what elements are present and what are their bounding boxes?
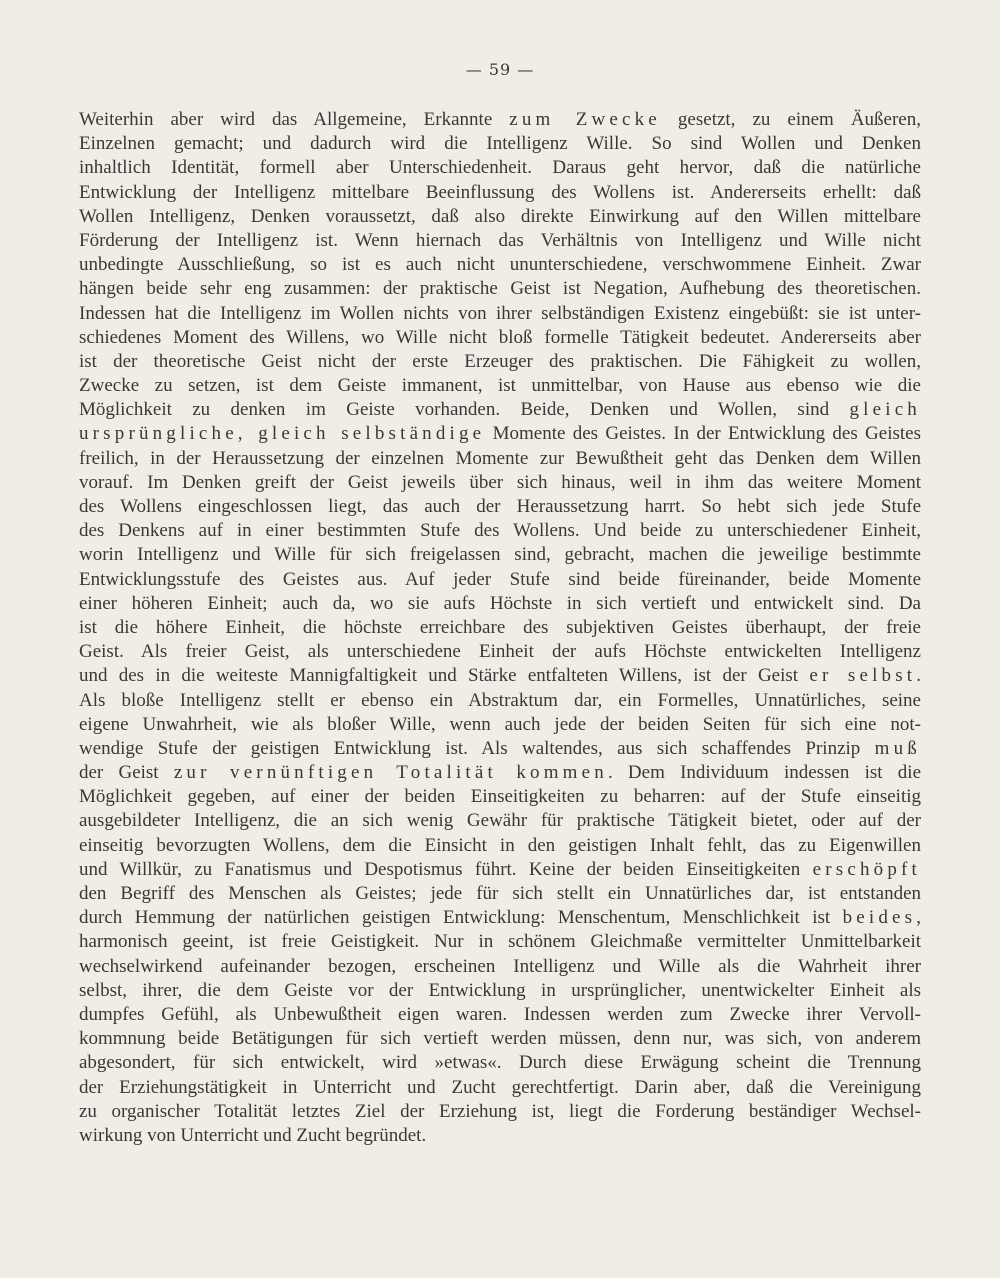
text-line [79, 108, 921, 132]
text-line [79, 761, 921, 785]
text-line [79, 302, 921, 326]
text-segment: . [916, 665, 921, 687]
text-segment: harmonisch geeint, ist freie Geistigkeit. Nur in schönem Gleichmaße vermittelter Unmittelbarkeit [79, 931, 921, 953]
text-line [79, 616, 921, 640]
text-line [79, 350, 921, 374]
text-segment: den Begriff des Menschen als Geistes; jede für sich stellt ein Unnatürliches dar, ist entstanden [79, 883, 921, 904]
text-line [79, 229, 921, 253]
text-segment: Förderung der Intelligenz ist. Wenn hiernach das Verhältnis von Intelligenz und Wille nicht [79, 229, 921, 251]
text-segment: Zwecke zu setzen, ist dem Geiste immanent, ist unmittelbar, von Hause aus ebenso wie die [79, 375, 921, 397]
text-line [79, 156, 921, 180]
text-segment: eigene Unwahrheit, wie als bloßer Wille, wenn auch jede der beiden Seiten für sich eine not- [79, 713, 921, 735]
text-segment: des Denkens auf in einer bestimmten Stufe des Wollens. Und beide zu unterschiedener Einheit, [79, 520, 921, 542]
text-line [79, 132, 921, 156]
text-segment: Als bloße Intelligenz stellt er ebenso ein Abstraktum dar, ein Formelles, Unnatürliches, seine [79, 689, 921, 711]
page-number: — 59 — [465, 60, 535, 79]
text-segment: Einzelnen gemacht; und dadurch wird die Intelligenz Wille. So sind Wollen und Denken [79, 133, 921, 155]
text-line [79, 495, 921, 519]
text-line [79, 1051, 921, 1075]
text-segment: unbedingte Ausschließung, so ist es auch nicht ununterschiedene, verschwommene Einheit. Zwar [79, 254, 921, 276]
text-line [79, 955, 921, 979]
text-segment: des Wollens eingeschlossen liegt, das auch der Heraussetzung harrt. So hebt sich jede Stufe [79, 496, 921, 517]
spaced-emphasis-text: gleich [849, 399, 921, 421]
text-line [79, 689, 921, 713]
text-segment: Möglichkeit zu denken im Geiste vorhanden. Beide, Denken und Wollen, sind [79, 399, 850, 421]
text-segment: wendige Stufe der geistigen Entwicklung ist. Als waltendes, aus sich schaffendes Prinzip [79, 737, 875, 759]
text-line [79, 1003, 921, 1027]
text-segment: ist die höhere Einheit, die höchste erreichbare des subjektiven Geistes überhaupt, der freie [79, 616, 921, 638]
text-line [79, 809, 921, 833]
text-segment: dumpfes Gefühl, als Unbewußtheit eigen waren. Indessen werden zum Zwecke ihrer Vervoll- [79, 1003, 921, 1025]
text-segment: . Dem Individuum indessen ist die [607, 762, 921, 784]
text-segment: wechselwirkend aufeinander bezogen, erscheinen Intelligenz und Wille als die Wahrheit ihrer [79, 955, 921, 977]
spaced-emphasis-text: er selbst [809, 665, 917, 687]
text-line [79, 785, 921, 809]
text-line [79, 374, 921, 398]
text-line [79, 1100, 921, 1124]
text-line [79, 930, 921, 954]
text-line [79, 882, 921, 906]
text-segment: wirkung von Unterricht und Zucht begründet. [79, 1124, 427, 1146]
text-segment: einseitig bevorzugten Wollens, dem die Einsicht in den geistigen Inhalt fehlt, das zu Eigenwillen [79, 834, 921, 856]
text-segment: Möglichkeit gegeben, auf einer der beiden Einseitigkeiten zu beharren: auf der Stufe einseitig [79, 786, 921, 808]
text-line [79, 253, 921, 277]
text-line [79, 205, 921, 229]
text-segment: Entwicklungsstufe des Geistes aus. Auf jeder Stufe sind beide füreinander, beide Momente [79, 568, 921, 590]
text-line [79, 326, 921, 350]
text-segment: Indessen hat die Intelligenz im Wollen nichts von ihrer selbständigen Existenz eingebüßt: sie ist unter- [79, 302, 921, 324]
text-segment: abgesondert, für sich entwickelt, wird »etwas«. Durch diese Erwägung scheint die Trennung [79, 1052, 921, 1074]
text-line [79, 181, 921, 205]
text-segment: selbst, ihrer, die dem Geiste vor der Entwicklung in ursprünglicher, unentwickelter Einheit als [79, 979, 921, 1001]
text-line [79, 592, 921, 616]
text-segment: worin Intelligenz und Wille für sich freigelassen sind, gebracht, machen die jeweilige bestimmte [79, 544, 921, 566]
text-segment: Momente des Geistes. In der Entwicklung des Geistes [485, 423, 921, 445]
text-line [79, 277, 921, 301]
text-segment: Entwicklung der Intelligenz mittelbare Beeinflussung des Wollens ist. Andererseits erhellt: daß [79, 181, 921, 203]
text-segment: der Geist [79, 762, 174, 784]
text-segment: einer höheren Einheit; auch da, wo sie aufs Höchste in sich vertieft und entwickelt sind. Da [79, 592, 921, 614]
text-segment: vorauf. Im Denken greift der Geist jeweils über sich hinaus, weil in ihm das weitere Moment [79, 471, 921, 493]
spaced-emphasis-text: erschöpft [812, 858, 921, 880]
text-line [79, 979, 921, 1003]
text-line [79, 398, 921, 422]
spaced-emphasis-text: beides [842, 907, 917, 929]
text-segment: Geist. Als freier Geist, als unterschiedene Einheit der aufs Höchste entwickelten Intelligenz [79, 641, 921, 663]
text-line [79, 422, 921, 446]
text-line [79, 906, 921, 930]
text-segment: gesetzt, zu einem Äußeren, [660, 109, 921, 130]
text-line [79, 519, 921, 543]
text-line [79, 1124, 921, 1148]
text-segment: , [916, 907, 921, 929]
text-line [79, 543, 921, 567]
spaced-emphasis-text: muß [874, 737, 921, 759]
text-segment: zu organischer Totalität letztes Ziel der Erziehung ist, liegt die Forderung beständiger Wechsel- [79, 1100, 921, 1122]
text-line [79, 640, 921, 664]
body-text [79, 108, 921, 1148]
text-segment: inhaltlich Identität, formell aber Unterschiedenheit. Daraus geht hervor, daß die natürliche [79, 157, 921, 179]
text-segment: kommnung beide Betätigungen für sich vertieft werden müssen, denn nur, was sich, von anderem [79, 1028, 921, 1050]
text-line [79, 737, 921, 761]
spaced-emphasis-text: ursprüngliche, gleich selbständige [79, 423, 486, 445]
text-line [79, 834, 921, 858]
text-segment: der Erziehungstätigkeit in Unterricht und Zucht gerechtfertigt. Darin aber, daß die Vereinigung [79, 1076, 921, 1098]
text-line [79, 447, 921, 471]
text-line [79, 568, 921, 592]
text-segment: Weiterhin aber wird das Allgemeine, Erkannte [79, 109, 510, 130]
spaced-emphasis-text: zum Zwecke [509, 109, 661, 130]
text-segment: und des in die weiteste Mannigfaltigkeit und Stärke entfalteten Willens, ist der Geist [79, 665, 810, 687]
text-segment: durch Hemmung der natürlichen geistigen Entwicklung: Menschentum, Menschlichkeit ist [79, 907, 843, 929]
text-line [79, 1076, 921, 1100]
text-segment: ausgebildeter Intelligenz, die an sich wenig Gewähr für praktische Tätigkeit bietet, oder auf der [79, 810, 921, 832]
text-line [79, 471, 921, 495]
text-segment: Wollen Intelligenz, Denken voraussetzt, daß also direkte Einwirkung auf den Willen mittelbare [79, 205, 921, 227]
text-segment: freilich, in der Heraussetzung der einzelnen Momente zur Bewußtheit geht das Denken dem Willen [79, 447, 921, 469]
text-segment: hängen beide sehr eng zusammen: der praktische Geist ist Negation, Aufhebung des theoretischen. [79, 278, 921, 300]
text-segment: und Willkür, zu Fanatismus und Despotismus führt. Keine der beiden Einseitigkeiten [79, 858, 813, 880]
spaced-emphasis-text: zur vernünftigen Totalität kommen [173, 762, 608, 784]
text-segment: schiedenes Moment des Willens, wo Wille nicht bloß formelle Tätigkeit bedeutet. Andererseits aber [79, 326, 921, 348]
text-line [79, 713, 921, 737]
text-segment: ist der theoretische Geist nicht der erste Erzeuger des praktischen. Die Fähigkeit zu wollen, [79, 350, 921, 372]
text-line [79, 664, 921, 688]
text-line [79, 1027, 921, 1051]
text-line [79, 858, 921, 882]
